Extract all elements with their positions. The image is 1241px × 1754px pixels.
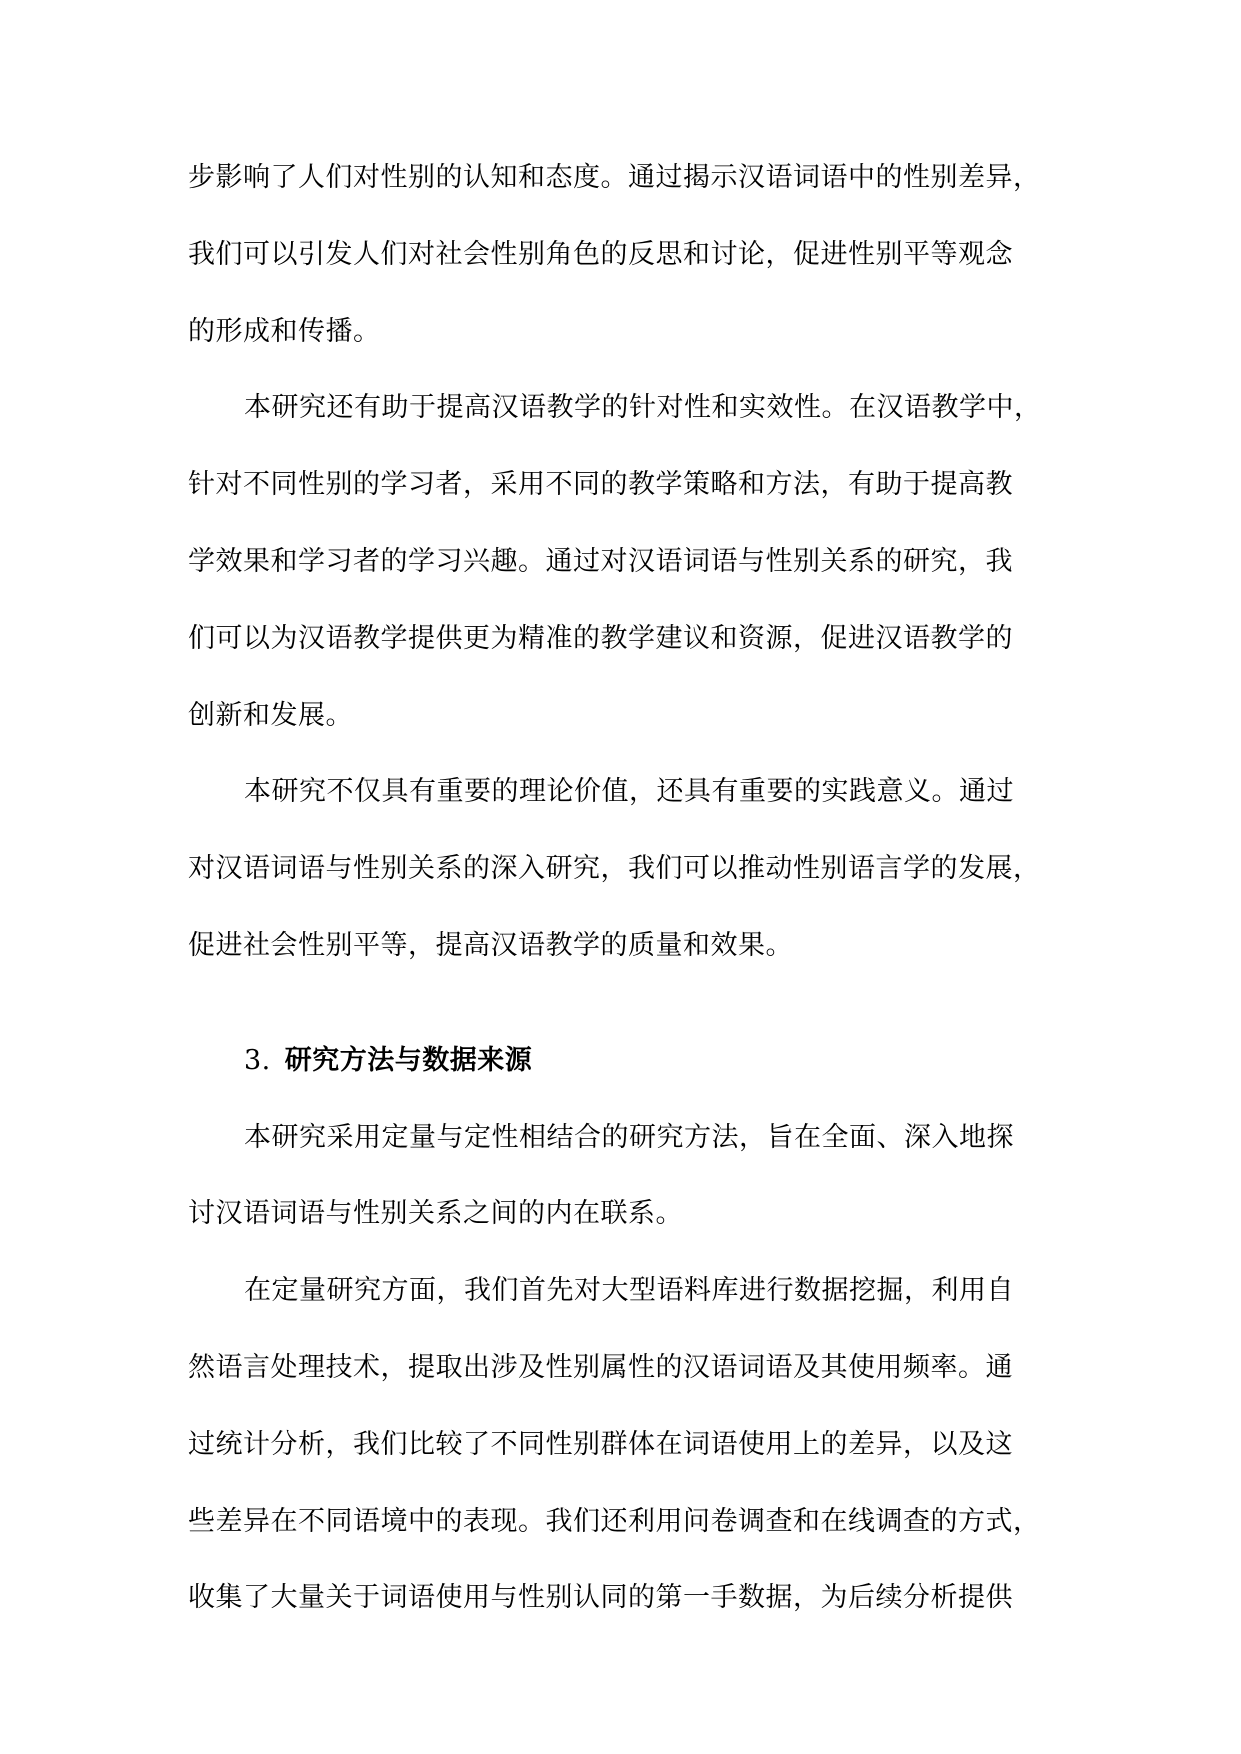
text-line: 收集了大量关于词语使用与性别认同的第一手数据，为后续分析提供	[188, 1582, 1013, 1614]
section-title: 研究方法与数据来源	[284, 1044, 533, 1076]
document-body	[188, 140, 1088, 1637]
text-line: 本研究采用定量与定性相结合的研究方法，旨在全面、深入地探	[244, 1121, 1014, 1153]
text-line: 的形成和传播。	[188, 315, 381, 347]
paragraph-significance-summary	[188, 754, 1088, 984]
text-line: 们可以为汉语教学提供更为精准的教学建议和资源，促进汉语教学的	[188, 622, 1013, 654]
text-line: 对汉语词语与性别关系的深入研究，我们可以推动性别语言学的发展，	[188, 853, 1041, 885]
text-line: 本研究还有助于提高汉语教学的针对性和实效性。在汉语教学中，	[244, 392, 1042, 424]
text-line: 创新和发展。	[188, 699, 353, 731]
text-line: 学效果和学习者的学习兴趣。通过对汉语词语与性别关系的研究，我	[188, 545, 1013, 577]
text-line: 在定量研究方面，我们首先对大型语料库进行数据挖掘，利用自	[244, 1275, 1014, 1307]
paragraph-teaching-relevance	[188, 370, 1088, 754]
section-number: 3.	[244, 1044, 271, 1076]
section-heading	[188, 1023, 1088, 1100]
text-line: 针对不同性别的学习者，采用不同的教学策略和方法，有助于提高教	[188, 469, 1013, 501]
text-line: 本研究不仅具有重要的理论价值，还具有重要的实践意义。通过	[244, 776, 1014, 808]
text-line: 促进社会性别平等，提高汉语教学的质量和效果。	[188, 929, 793, 961]
paragraph-method-overview	[188, 1100, 1088, 1254]
text-line: 然语言处理技术，提取出涉及性别属性的汉语词语及其使用频率。通	[188, 1351, 1013, 1383]
text-line: 我们可以引发人们对社会性别角色的反思和讨论，促进性别平等观念	[188, 238, 1013, 270]
text-line: 过统计分析，我们比较了不同性别群体在词语使用上的差异，以及这	[188, 1428, 1013, 1460]
text-line: 些差异在不同语境中的表现。我们还利用问卷调查和在线调查的方式，	[188, 1505, 1041, 1537]
paragraph-quantitative-method	[188, 1253, 1088, 1637]
text-line: 讨汉语词语与性别关系之间的内在联系。	[188, 1198, 683, 1230]
text-line: 步影响了人们对性别的认知和态度。通过揭示汉语词语中的性别差异，	[188, 162, 1041, 193]
paragraph-continuation	[188, 140, 1088, 370]
